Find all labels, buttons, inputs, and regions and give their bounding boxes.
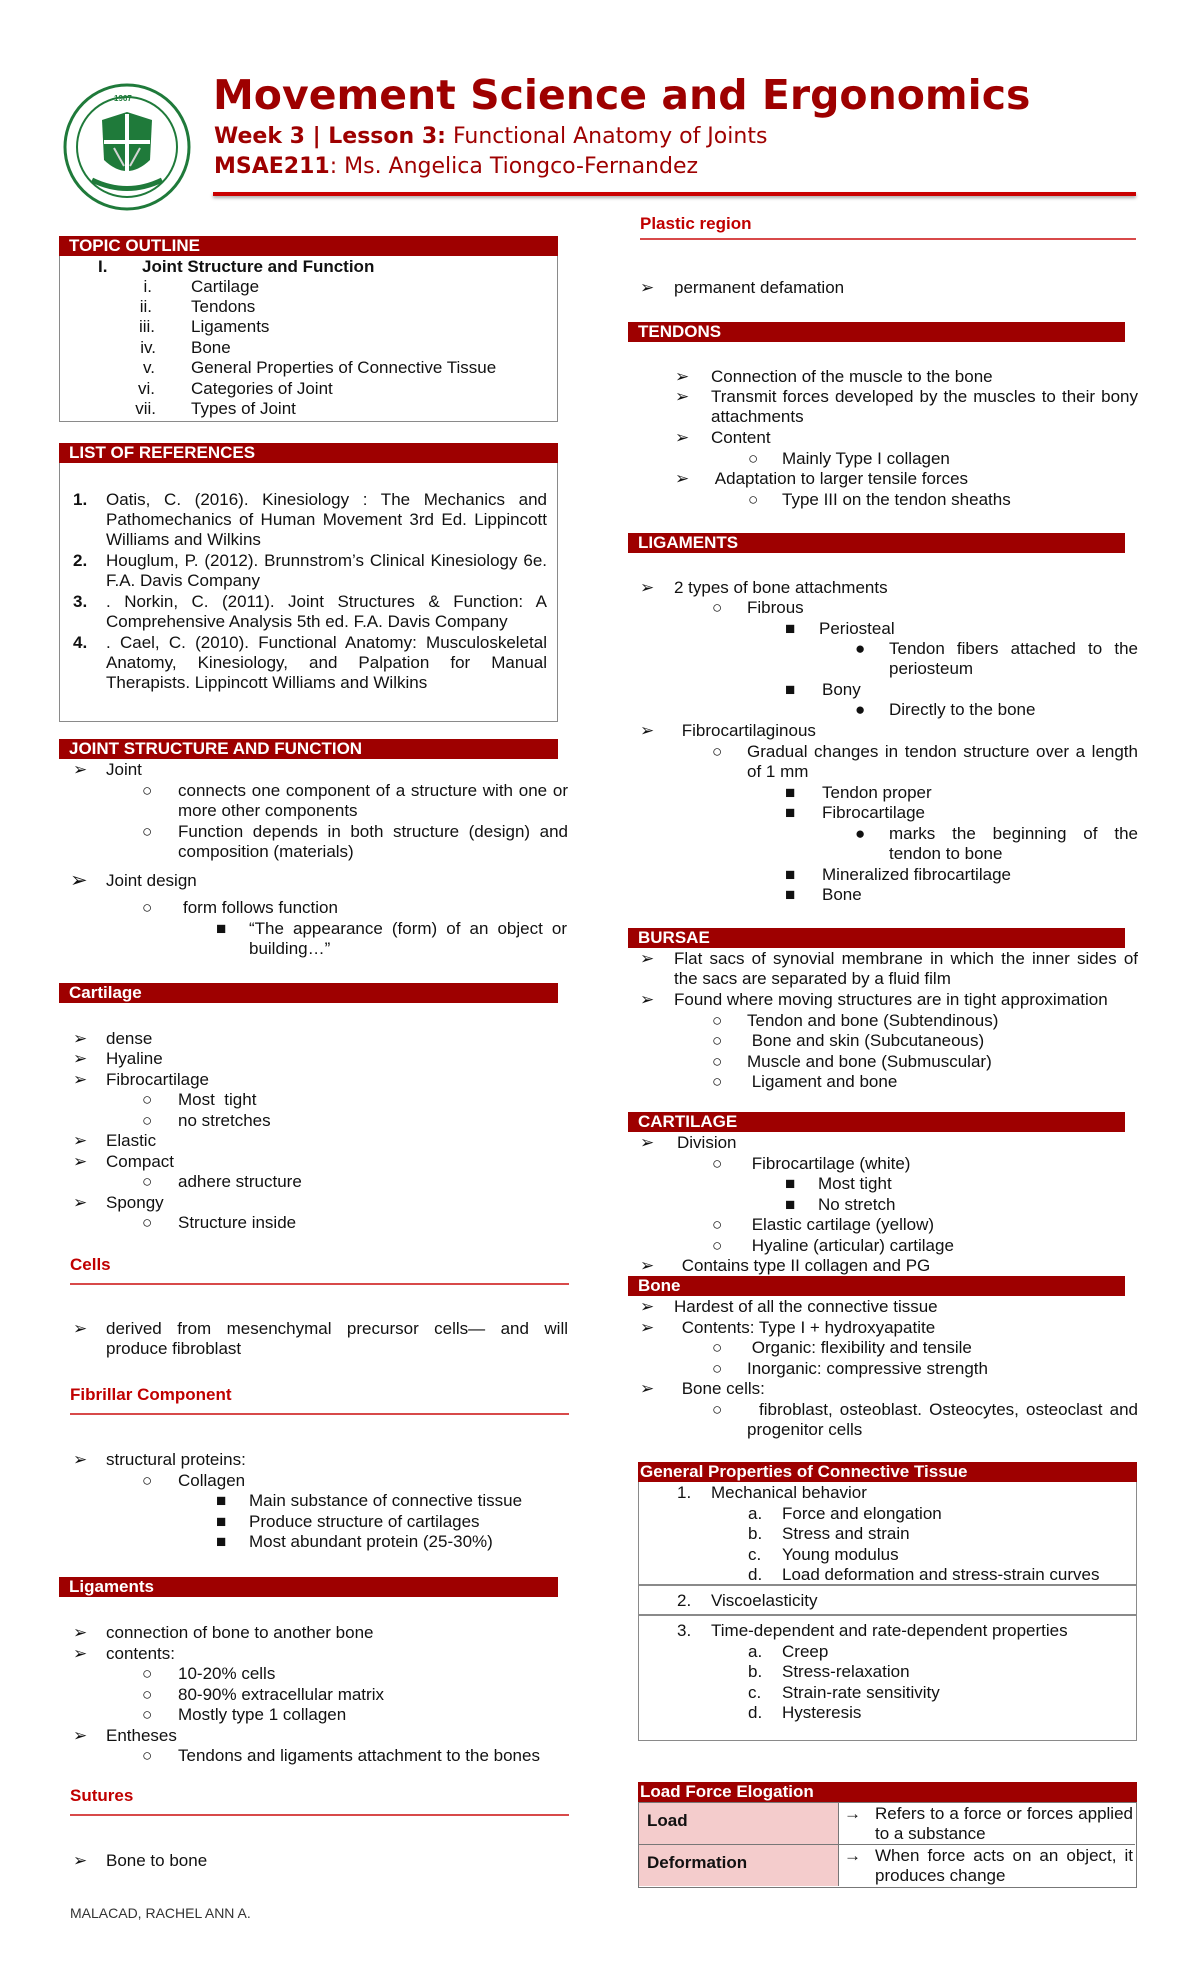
fibrillar-rule xyxy=(70,1413,569,1415)
ligament-r-item: Fibrocartilaginous xyxy=(677,721,816,740)
plastic-header: Plastic region xyxy=(640,214,752,233)
lesson-title: Functional Anatomy of Joints xyxy=(445,124,768,149)
logo-year: 1967 xyxy=(114,94,132,103)
tendon-item: Transmit forces developed by the muscles to their bony attachments xyxy=(711,387,1138,426)
general-sub: Load deformation and stress-strain curves xyxy=(782,1565,1100,1584)
cells-text: derived from mesenchymal precursor cells— and will produce fibroblast xyxy=(106,1319,568,1358)
ligament-r-subsub: Bone xyxy=(822,885,862,904)
outline-num: vi. xyxy=(138,379,155,398)
cartilage-r-sub: Fibrocartilage (white) xyxy=(747,1154,911,1173)
cartilage-item: Spongy xyxy=(106,1193,164,1212)
cartilage-sub-item: no stretches xyxy=(178,1111,271,1130)
arrow-symbol: → xyxy=(844,1804,861,1823)
joint-sub-item: connects one component of a structure with one or more other components xyxy=(178,781,568,820)
circle-bullet: ○ xyxy=(142,822,153,841)
square-bullet: ■ xyxy=(785,1174,796,1193)
dot-bullet: ● xyxy=(855,824,866,843)
outline-item-label: Ligaments xyxy=(191,317,270,336)
general-sub: Young modulus xyxy=(782,1545,899,1564)
arrow-bullet: ➢ xyxy=(640,949,655,968)
ligament-r-detail: Tendon fibers attached to the periosteum xyxy=(889,639,1138,678)
arrow-bullet: ➢ xyxy=(73,1070,88,1089)
general-sub: Stress-relaxation xyxy=(782,1662,910,1681)
load-term-cell xyxy=(639,1845,839,1886)
dot-bullet: ● xyxy=(855,639,866,658)
ligament-r-subsub: Tendon proper xyxy=(822,783,932,802)
references-header: LIST OF REFERENCES xyxy=(59,443,558,463)
arrow-bullet: ➢ xyxy=(73,1726,88,1745)
cartilage-left-header: Cartilage xyxy=(59,983,558,1003)
fibrillar-sub-sub: Main substance of connective tissue xyxy=(249,1491,523,1510)
general-number: 2. xyxy=(677,1591,692,1610)
circle-bullet: ○ xyxy=(712,1359,723,1378)
outline-item-label: Categories of Joint xyxy=(191,379,333,398)
joint-design-quote: “The appearance (form) of an object or building…” xyxy=(249,919,567,958)
ligament-r-sub: Fibrous xyxy=(747,598,804,617)
sutures-header: Sutures xyxy=(70,1786,134,1805)
outline-item-label: General Properties of Connective Tissue xyxy=(191,358,497,377)
outline-num: ii. xyxy=(139,297,152,316)
course-line xyxy=(214,153,698,181)
arrow-bullet: ➢ xyxy=(675,367,690,386)
square-bullet: ■ xyxy=(785,783,796,802)
arrow-bullet: ➢ xyxy=(675,469,690,488)
square-bullet: ■ xyxy=(785,865,796,884)
cartilage-sub-item: Most tight xyxy=(178,1090,257,1109)
arrow-bullet: ➢ xyxy=(675,428,690,447)
load-definition: Refers to a force or forces applied to a substance xyxy=(875,1804,1133,1843)
general-item: Viscoelasticity xyxy=(711,1591,818,1610)
general-sub: Stress and strain xyxy=(782,1524,910,1543)
ligament-r-sub: Gradual changes in tendon structure over a length of 1 mm xyxy=(747,742,1138,781)
reference-number: 4. xyxy=(73,633,88,652)
circle-bullet: ○ xyxy=(142,1685,153,1704)
ligament-r-subsub: Periosteal xyxy=(819,619,895,638)
circle-bullet: ○ xyxy=(712,1215,723,1234)
outline-num: iii. xyxy=(138,317,155,336)
tendon-item: Adaptation to larger tensile forces xyxy=(711,469,969,488)
arrow-bullet: ➢ xyxy=(675,387,690,406)
arrow-bullet: ➢ xyxy=(73,1851,88,1870)
reference-number: 2. xyxy=(73,551,88,570)
circle-bullet: ○ xyxy=(142,1705,153,1724)
arrow-bullet: ➢ xyxy=(640,721,655,740)
arrow-bullet: ➢ xyxy=(70,869,88,892)
ligaments-right-header: LIGAMENTS xyxy=(628,533,1125,553)
arrow-bullet: ➢ xyxy=(640,1133,655,1152)
load-term: Load xyxy=(647,1811,688,1830)
bone-sub: fibroblast, osteoblast. Osteocytes, osteoclast and progenitor cells xyxy=(747,1400,1138,1439)
tendons-header: TENDONS xyxy=(628,322,1125,342)
outline-item-label: Tendons xyxy=(191,297,256,316)
arrow-bullet: ➢ xyxy=(73,1131,88,1150)
general-sub: Hysteresis xyxy=(782,1703,862,1722)
circle-bullet: ○ xyxy=(712,1031,723,1050)
outline-item-label: Cartilage xyxy=(191,277,260,296)
plastic-item: permanent defamation xyxy=(674,278,845,297)
cartilage-right-header: CARTILAGE xyxy=(628,1112,1125,1132)
sutures-item: Bone to bone xyxy=(106,1851,208,1870)
bone-sub: Inorganic: compressive strength xyxy=(747,1359,988,1378)
cartilage-r-sub: Elastic cartilage (yellow) xyxy=(747,1215,935,1234)
general-letter: d. xyxy=(748,1703,763,1722)
fibrillar-sub: Collagen xyxy=(178,1471,246,1490)
page-title: Movement Science and Ergonomics xyxy=(213,71,1031,119)
arrow-bullet: ➢ xyxy=(73,1623,88,1642)
circle-bullet: ○ xyxy=(142,781,153,800)
tendon-sub: Type III on the tendon sheaths xyxy=(782,490,1011,509)
cartilage-r-subsub: No stretch xyxy=(818,1195,896,1214)
circle-bullet: ○ xyxy=(142,1111,153,1130)
plastic-rule xyxy=(640,238,1136,240)
outline-num: v. xyxy=(143,358,155,377)
circle-bullet: ○ xyxy=(712,1154,723,1173)
square-bullet: ■ xyxy=(785,803,796,822)
bursae-header: BURSAE xyxy=(628,928,1125,948)
cartilage-r-subsub: Most tight xyxy=(818,1174,892,1193)
ligament-sub: 80-90% extracellular matrix xyxy=(178,1685,384,1704)
load-term: Deformation xyxy=(647,1853,748,1872)
circle-bullet: ○ xyxy=(142,1090,153,1109)
general-letter: a. xyxy=(748,1642,763,1661)
cells-rule xyxy=(70,1283,569,1285)
cartilage-item: Hyaline xyxy=(106,1049,163,1068)
circle-bullet: ○ xyxy=(712,598,723,617)
arrow-bullet: ➢ xyxy=(640,578,655,597)
reference-item: . Cael, C. (2010). Functional Anatomy: Musculoskeletal Anatomy, Kinesiology, and Palpation for Manual Therapists. Lippincott Williams and Wilkins xyxy=(106,633,547,692)
fibrillar-item: structural proteins: xyxy=(106,1450,246,1469)
tendon-item: Connection of the muscle to the bone xyxy=(711,367,993,386)
cartilage-item: dense xyxy=(106,1029,153,1048)
circle-bullet: ○ xyxy=(142,1172,153,1191)
arrow-bullet: ➢ xyxy=(73,760,88,779)
general-properties-header: General Properties of Connective Tissue xyxy=(638,1462,1137,1482)
bursae-sub: Tendon and bone (Subtendinous) xyxy=(747,1011,999,1030)
arrow-symbol: → xyxy=(844,1846,861,1865)
university-logo xyxy=(62,82,192,212)
bursae-sub: Muscle and bone (Submuscular) xyxy=(747,1052,992,1071)
load-row xyxy=(639,1845,1135,1886)
arrow-bullet: ➢ xyxy=(640,990,655,1009)
general-sub: Strain-rate sensitivity xyxy=(782,1683,940,1702)
load-table xyxy=(638,1802,1137,1888)
arrow-bullet: ➢ xyxy=(73,1049,88,1068)
arrow-bullet: ➢ xyxy=(640,1379,655,1398)
circle-bullet: ○ xyxy=(142,1746,153,1765)
circle-bullet: ○ xyxy=(712,1011,723,1030)
general-sub: Force and elongation xyxy=(782,1504,942,1523)
outline-item-label: Types of Joint xyxy=(191,399,296,418)
general-number: 1. xyxy=(677,1483,692,1502)
course-code: MSAE211 xyxy=(214,154,330,179)
outline-item-label: Bone xyxy=(191,338,231,357)
ligament-r-subsub: Fibrocartilage xyxy=(822,803,925,822)
bone-item: Contents: Type I + hydroxyapatite xyxy=(677,1318,936,1337)
cartilage-item: Fibrocartilage xyxy=(106,1070,209,1089)
general-item: Time-dependent and rate-dependent properties xyxy=(711,1621,1068,1640)
arrow-bullet: ➢ xyxy=(73,1029,88,1048)
bursae-sub: Bone and skin (Subcutaneous) xyxy=(747,1031,985,1050)
load-term-cell xyxy=(639,1803,839,1844)
arrow-bullet: ➢ xyxy=(73,1193,88,1212)
square-bullet: ■ xyxy=(216,1512,227,1531)
reference-number: 3. xyxy=(73,592,88,611)
circle-bullet: ○ xyxy=(712,1072,723,1091)
general-item: Mechanical behavior xyxy=(711,1483,867,1502)
arrow-bullet: ➢ xyxy=(73,1319,88,1338)
circle-bullet: ○ xyxy=(142,1213,153,1232)
ligament-item: Entheses xyxy=(106,1726,177,1745)
general-divider xyxy=(638,1614,1137,1616)
general-sub: Creep xyxy=(782,1642,829,1661)
circle-bullet: ○ xyxy=(712,1400,723,1419)
bone-item: Bone cells: xyxy=(677,1379,765,1398)
ligament-sub: 10-20% cells xyxy=(178,1664,276,1683)
cells-header: Cells xyxy=(70,1255,111,1274)
arrow-bullet: ➢ xyxy=(640,278,655,297)
general-letter: c. xyxy=(748,1683,762,1702)
square-bullet: ■ xyxy=(216,1532,227,1551)
bursae-sub: Ligament and bone xyxy=(747,1072,898,1091)
bone-item: Hardest of all the connective tissue xyxy=(674,1297,938,1316)
bone-sub: Organic: flexibility and tensile xyxy=(747,1338,972,1357)
instructor-name: : Ms. Angelica Tiongco-Fernandez xyxy=(329,154,699,179)
header-rule xyxy=(213,192,1136,196)
outline-num: vii. xyxy=(135,399,156,418)
square-bullet: ■ xyxy=(216,919,227,938)
outline-num: iv. xyxy=(140,338,156,357)
outline-main-topic: Joint Structure and Function xyxy=(142,257,375,276)
reference-item: Houglum, P. (2012). Brunnstrom’s Clinical Kinesiology 6e. F.A. Davis Company xyxy=(106,551,547,590)
sutures-rule xyxy=(70,1814,569,1816)
circle-bullet: ○ xyxy=(712,1052,723,1071)
lesson-line xyxy=(214,123,767,151)
fibrillar-header: Fibrillar Component xyxy=(70,1385,232,1404)
general-letter: c. xyxy=(748,1545,762,1564)
load-row xyxy=(639,1803,1135,1845)
fibrillar-sub-sub: Most abundant protein (25-30%) xyxy=(249,1532,493,1551)
reference-item: Oatis, C. (2016). Kinesiology : The Mechanics and Pathomechanics of Human Movement 3rd Ed. Lippincott Williams and Wilkins xyxy=(106,490,547,549)
cartilage-item: Elastic xyxy=(106,1131,157,1150)
tendon-sub: Mainly Type I collagen xyxy=(782,449,950,468)
circle-bullet: ○ xyxy=(712,1236,723,1255)
square-bullet: ■ xyxy=(785,1195,796,1214)
fibrillar-sub-sub: Produce structure of cartilages xyxy=(249,1512,480,1531)
outline-main-number: I. xyxy=(98,257,108,276)
circle-bullet: ○ xyxy=(712,742,723,761)
ligament-item: connection of bone to another bone xyxy=(106,1623,374,1642)
ligament-sub: Mostly type 1 collagen xyxy=(178,1705,347,1724)
ligament-r-subsub: Bony xyxy=(822,680,861,699)
dot-bullet: ● xyxy=(855,700,866,719)
joint-design-item: Joint design xyxy=(106,871,197,890)
arrow-bullet: ➢ xyxy=(73,1644,88,1663)
bursae-item: Found where moving structures are in tight approximation xyxy=(674,990,1108,1009)
arrow-bullet: ➢ xyxy=(73,1152,88,1171)
outline-num: i. xyxy=(143,277,152,296)
ligaments-left-header: Ligaments xyxy=(59,1577,558,1597)
ligament-item: contents: xyxy=(106,1644,175,1663)
author-footer: MALACAD, RACHEL ANN A. xyxy=(70,1905,251,1921)
joint-sub-item: Function depends in both structure (design) and composition (materials) xyxy=(178,822,568,861)
general-number: 3. xyxy=(677,1621,692,1640)
load-definition: When force acts on an object, it produces change xyxy=(875,1846,1133,1885)
arrow-bullet: ➢ xyxy=(640,1256,655,1275)
cartilage-r-item: Contains type II collagen and PG xyxy=(677,1256,931,1275)
general-letter: b. xyxy=(748,1524,763,1543)
reference-item: . Norkin, C. (2011). Joint Structures & Function: A Comprehensive Analysis 5th ed. F.A. Davis Company xyxy=(106,592,547,631)
cartilage-sub-item: adhere structure xyxy=(178,1172,302,1191)
joint-design-sub: form follows function xyxy=(183,898,338,917)
load-table-header: Load Force Elogation xyxy=(638,1782,1137,1802)
general-letter: b. xyxy=(748,1662,763,1681)
bursae-item: Flat sacs of synovial membrane in which the inner sides of the sacs are separated by a fluid film xyxy=(674,949,1138,988)
square-bullet: ■ xyxy=(785,885,796,904)
week-label: Week 3 | Lesson 3: xyxy=(214,124,446,149)
circle-bullet: ○ xyxy=(142,1471,153,1490)
circle-bullet: ○ xyxy=(748,490,759,509)
general-letter: a. xyxy=(748,1504,763,1523)
square-bullet: ■ xyxy=(216,1491,227,1510)
arrow-bullet: ➢ xyxy=(640,1318,655,1337)
arrow-bullet: ➢ xyxy=(640,1297,655,1316)
square-bullet: ■ xyxy=(785,619,796,638)
cartilage-item: Compact xyxy=(106,1152,175,1171)
cartilage-r-item: Division xyxy=(677,1133,737,1152)
ligament-r-detail: Directly to the bone xyxy=(889,700,1036,719)
circle-bullet: ○ xyxy=(142,1664,153,1683)
circle-bullet: ○ xyxy=(712,1338,723,1357)
bone-header: Bone xyxy=(628,1276,1125,1296)
joint-structure-header: JOINT STRUCTURE AND FUNCTION xyxy=(59,739,558,759)
ligament-sub: Tendons and ligaments attachment to the bones xyxy=(178,1746,540,1765)
general-letter: d. xyxy=(748,1565,763,1584)
tendon-item: Content xyxy=(711,428,771,447)
arrow-bullet: ➢ xyxy=(73,1450,88,1469)
circle-bullet: ○ xyxy=(748,449,759,468)
ligament-r-item: 2 types of bone attachments xyxy=(674,578,888,597)
joint-item: Joint xyxy=(106,760,142,779)
cartilage-r-sub: Hyaline (articular) cartilage xyxy=(747,1236,954,1255)
square-bullet: ■ xyxy=(785,680,796,699)
reference-number: 1. xyxy=(73,490,88,509)
circle-bullet: ○ xyxy=(142,898,153,917)
cartilage-sub-item: Structure inside xyxy=(178,1213,297,1232)
ligament-r-subsub: Mineralized fibrocartilage xyxy=(822,865,1011,884)
ligament-r-detail: marks the beginning of the tendon to bone xyxy=(889,824,1138,863)
topic-outline-header: TOPIC OUTLINE xyxy=(59,236,558,256)
